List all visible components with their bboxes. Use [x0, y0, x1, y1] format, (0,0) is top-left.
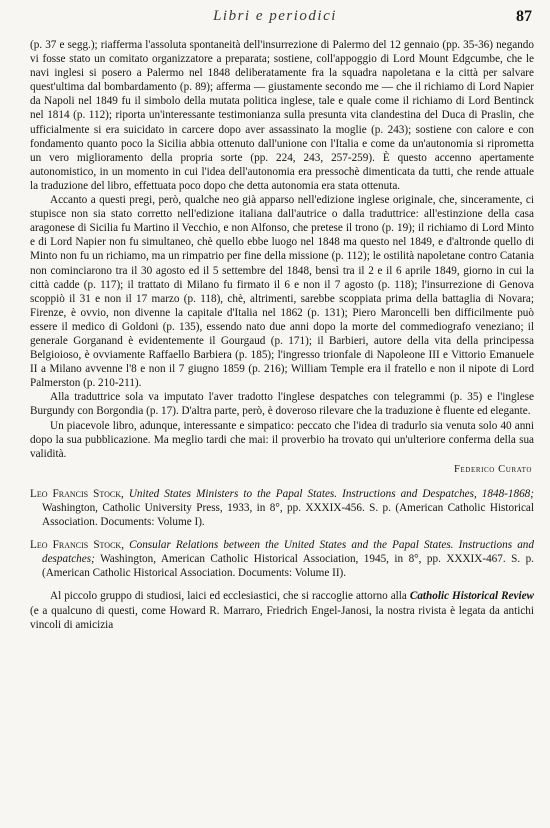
closing-text-after: (e a qualcuno di questi, come Howard R. Marraro, Friedrich Engel-Janosi, la nostra rivista è legata da antichi vincoli di amicizia — [30, 604, 534, 631]
entry-author: Leo Francis Stock, — [30, 539, 124, 552]
closing-paragraph — [30, 589, 534, 631]
review-paragraph-2: Accanto a questi pregi, però, qualche neo già apparso nell'edizione inglese originale, che, sinceramente, ci stupisce non sia stato corretto nell'edizione italiana dall'autrice o dalla traduttrice: all'estinzione della casa aragonese di Sicilia fu Martino il Vecchio, e non Alfonso, che pretese il trono (p. 19); il richiamo di Lord Minto e di Lord Napier non fu simultaneo, chè quello ebbe luogo nel 1848 ma questo nel 1849, e d'altronde quello di Minto non fu un richiamo, ma un rimpatrio per fine della missione (p. 112); le ostilità napoletane contro Catania non cominciarono tra il 30 agosto ed il 5 settembre del 1848, bensì tra il 2 e il 6 aprile 1849, giorno in cui la città cadde (p. 117); il trattato di Milano fu firmato il 6 e non il 7 agosto (p. 118); l'insurrezione di Genova scoppiò il 31 e non il 17 marzo (p. 118), chè, altrimenti, sarebbe scoppiata prima della battaglia di Novara; Firenze, è ovvio, non divenne la capitale d'Italia nel 1862 (p. 131); Piero Maroncelli ben difficilmente può essere il medico di Goldoni (p. 135), essendo nato due anni dopo la morte del commediografo veneziano; il generale Gorganand è evidentemente il Gourgaud (p. 171); il Barbieri, autore della vita della principessa Belgioioso, è ovviamente Raffaello Barbiera (p. 185); l'ingresso trionfale di Napoleone III e Vittorio Emanuele II a Milano avvenne l'8 e non il 7 giugno 1859 (p. 216); William Temple era il fratello e non il nipote di Lord Palmerston (p. 210-211). — [30, 194, 534, 390]
journal-name: Catholic Historical Review — [409, 590, 535, 603]
body-text — [30, 38, 534, 632]
entry-title: Consular Relations between the United States and the Papal States. Instructions and despatches; — [42, 539, 534, 566]
reviewer-signature: Federico Curato — [453, 463, 532, 475]
bibliography-entry-1 — [30, 487, 534, 529]
running-head-title: Libri e periodici — [213, 8, 337, 24]
review-paragraph-3: Alla traduttrice sola va imputato l'aver tradotto l'inglese despatches con telegrammi (p. 35) e l'inglese Burgundy con Borgondia (p. 17). D'altra parte, però, è doveroso rilevare che la traduzione è fluente ed elegante. — [30, 391, 534, 418]
entry-details: Washington, Catholic University Press, 1933, in 8°, pp. XXXIX-456. S. p. (American Catholic Historical Association. Documents: Volume I). — [42, 502, 534, 529]
page-number: 87 — [516, 8, 532, 25]
entry-author: Leo Francis Stock, — [30, 487, 124, 500]
running-head — [0, 8, 550, 30]
bibliography-entry-2 — [30, 538, 534, 580]
review-paragraph-1: (p. 37 e segg.); riafferma l'assoluta spontaneità dell'insurrezione di Palermo del 12 gennaio (pp. 35-36) negando vi fosse stato un comitato organizzatore a preparata; sostiene, coll'appoggio di Lord Mount Edgcumbe, che le navi inglesi si posero a Palermo nel 1848 deliberatamente fra la squadra napoletana e la città per salvare quest'ultima dal bombardamento (p. 89); afferma — giustamente secondo me — che il richiamo di Lord Napier da Napoli nel 1849 fu il simbolo della mutata politica inglese, tale e quale come il richiamo di Lord Bentinck nel 1814 (p. 112); riporta un'interessante testimonianza sulla presunta vita clandestina del Duca di Praslin, che ufficialmente si era suicidato in carcere dopo aver assassinato la moglie (p. 243); sostiene con calore e con fondamento quanto poco la Sicilia abbia ottenuto dall'unione con l'Italia e come da un'autonomia si riprometta un vero miglioramento della propria sorte (pp. 224, 243, 257-259). È questo accenno apertamente autonomistico, in un momento in cui l'idea dell'autonomia era pressochè dimenticata da tutti, che rende attuale la traduzione del libro, effettuata poco dopo che detta autonomia era stata ottenuta. — [30, 39, 534, 192]
entry-details: Washington, American Catholic Historical Association, 1945, in 8°, pp. XXXIX-467. S. p. (American Catholic Historical Association. Documents: Volume II). — [42, 553, 534, 580]
review-paragraph-4: Un piacevole libro, adunque, interessante e simpatico: peccato che l'idea di tradurlo sia venuta solo 40 anni dopo la sua pubblicazione. Ma meglio tardi che mai: il proverbio ha trovato qui un'ulteriore conferma della sua validità. — [30, 419, 534, 460]
closing-text-before: Al piccolo gruppo di studiosi, laici ed ecclesiastici, che si raccoglie attorno alla — [50, 590, 407, 603]
entry-title: United States Ministers to the Papal States. Instructions and Despatches, 1848-1868; — [128, 487, 535, 500]
